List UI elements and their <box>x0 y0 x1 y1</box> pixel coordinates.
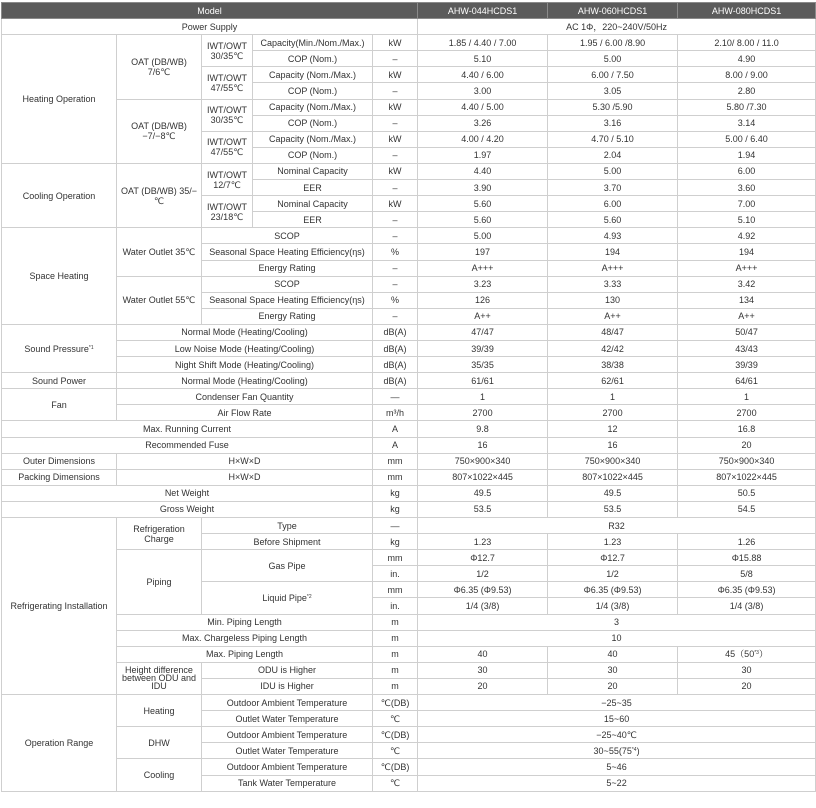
value-cell: 42/42 <box>548 340 678 356</box>
table-row <box>2 501 816 517</box>
value-cell: 30 <box>418 662 548 678</box>
unit-cell: – <box>373 260 418 276</box>
table-row <box>2 485 816 501</box>
item-label: H×W×D <box>117 469 373 485</box>
value-cell: 807×1022×445 <box>418 469 548 485</box>
value-text: 45（50 <box>725 649 755 660</box>
model-name: AHW-060HCDS1 <box>548 3 678 19</box>
item-label: COP (Nom.) <box>253 147 373 163</box>
value-cell: 5.00 <box>548 51 678 67</box>
value-cell: 4.40 / 6.00 <box>418 67 548 83</box>
value-cell: 39/39 <box>678 357 816 373</box>
item-label: Recommended Fuse <box>2 437 373 453</box>
value-cell: 1 <box>418 389 548 405</box>
item-label: Low Noise Mode (Heating/Cooling) <box>117 340 373 356</box>
value-cell: 4.00 / 4.20 <box>418 131 548 147</box>
value-cell: 49.5 <box>548 485 678 501</box>
iwt-label: IWT/OWT 30/35℃ <box>202 35 253 67</box>
value-cell: 807×1022×445 <box>678 469 816 485</box>
value-cell: 5.00 <box>418 228 548 244</box>
header-row <box>2 3 816 19</box>
spec-sheet <box>0 2 816 808</box>
value-cell: 134 <box>678 292 816 308</box>
fan-label: Fan <box>2 389 117 421</box>
item-label: Max. Piping Length <box>117 646 373 662</box>
unit-cell: dB(A) <box>373 373 418 389</box>
table-row <box>2 662 816 678</box>
value-cell: 16 <box>548 437 678 453</box>
value-cell: 2700 <box>418 405 548 421</box>
item-label: Energy Rating <box>202 308 373 324</box>
item-label: COP (Nom.) <box>253 83 373 99</box>
unit-cell: m <box>373 630 418 646</box>
item-label: ODU is Higher <box>202 662 373 678</box>
item-label: Outlet Water Temperature <box>202 743 373 759</box>
value-cell: 5.60 <box>418 196 548 212</box>
unit-cell: kW <box>373 196 418 212</box>
value-cell: 750×900×340 <box>678 453 816 469</box>
unit-cell: dB(A) <box>373 324 418 340</box>
value-cell: 6.00 / 7.50 <box>548 67 678 83</box>
value-cell: 38/38 <box>548 357 678 373</box>
value-cell: Φ12.7 <box>418 550 548 566</box>
iwt-label: IWT/OWT 30/35℃ <box>202 99 253 131</box>
unit-cell: dB(A) <box>373 340 418 356</box>
value-cell: 1/4 (3/8) <box>548 598 678 614</box>
unit-cell: kg <box>373 501 418 517</box>
value-cell: Φ12.7 <box>548 550 678 566</box>
water-outlet-label: Water Outlet 55℃ <box>117 276 202 324</box>
table-row <box>2 469 816 485</box>
value-cell: A++ <box>548 308 678 324</box>
value-text: ) <box>636 745 640 756</box>
value-cell: 3.60 <box>678 180 816 196</box>
value-cell: 6.00 <box>548 196 678 212</box>
iwt-label: IWT/OWT 12/7℃ <box>202 163 253 195</box>
table-row <box>2 421 816 437</box>
iwt-label: IWT/OWT 23/18℃ <box>202 196 253 228</box>
value-cell: R32 <box>418 518 816 534</box>
refrigeration-charge-label: Refrigeration Charge <box>117 518 202 550</box>
value-cell: 5~46 <box>418 759 816 775</box>
value-cell: 8.00 / 9.00 <box>678 67 816 83</box>
value-cell: 5.10 <box>418 51 548 67</box>
model-name: AHW-044HCDS1 <box>418 3 548 19</box>
value-cell: 20 <box>678 437 816 453</box>
oat-label: OAT (DB/WB) −7/−8℃ <box>117 99 202 163</box>
item-label: EER <box>253 180 373 196</box>
table-row <box>2 453 816 469</box>
value-cell: 62/61 <box>548 373 678 389</box>
value-cell: 5.80 /7.30 <box>678 99 816 115</box>
model-name: AHW-080HCDS1 <box>678 3 816 19</box>
value-cell: 5.10 <box>678 212 816 228</box>
item-label: Seasonal Space Heating Efficiency(ηs) <box>202 292 373 308</box>
value-cell: 50/47 <box>678 324 816 340</box>
item-label: Max. Chargeless Piping Length <box>117 630 373 646</box>
value-cell: 20 <box>678 678 816 694</box>
item-label: Type <box>202 518 373 534</box>
value-cell: 126 <box>418 292 548 308</box>
refrigerating-installation-label: Refrigerating Installation <box>2 518 117 695</box>
unit-cell: kW <box>373 67 418 83</box>
value-cell: 194 <box>548 244 678 260</box>
unit-cell: – <box>373 228 418 244</box>
table-row <box>2 759 816 775</box>
value-cell: 35/35 <box>418 357 548 373</box>
item-label: Normal Mode (Heating/Cooling) <box>117 373 373 389</box>
unit-cell: in. <box>373 566 418 582</box>
table-row <box>2 389 816 405</box>
footnote-mark: *3 <box>754 650 759 657</box>
unit-cell: mm <box>373 453 418 469</box>
item-label: Min. Piping Length <box>117 614 373 630</box>
value-cell: 30 <box>548 662 678 678</box>
value-cell: 1.23 <box>548 534 678 550</box>
unit-cell: m³/h <box>373 405 418 421</box>
table-row <box>2 373 816 389</box>
item-label: COP (Nom.) <box>253 51 373 67</box>
footnote-mark: *1 <box>88 344 94 351</box>
item-label: Outlet Water Temperature <box>202 711 373 727</box>
unit-cell: – <box>373 180 418 196</box>
value-cell: A+++ <box>678 260 816 276</box>
value-cell: 9.8 <box>418 421 548 437</box>
value-cell: Φ6.35 (Φ9.53) <box>548 582 678 598</box>
sound-pressure-label <box>2 324 117 372</box>
item-label: Net Weight <box>2 485 373 501</box>
value-cell: 1.94 <box>678 147 816 163</box>
unit-cell: m <box>373 646 418 662</box>
value-cell: 4.93 <box>548 228 678 244</box>
value-cell: 1.85 / 4.40 / 7.00 <box>418 35 548 51</box>
value-cell: 1/2 <box>548 566 678 582</box>
unit-cell: % <box>373 244 418 260</box>
value-cell: 4.40 / 5.00 <box>418 99 548 115</box>
unit-cell: – <box>373 83 418 99</box>
oat-label: OAT (DB/WB) 7/6℃ <box>117 35 202 99</box>
item-label: COP (Nom.) <box>253 115 373 131</box>
item-label: Outdoor Ambient Temperature <box>202 727 373 743</box>
value-cell: 3.16 <box>548 115 678 131</box>
model-header: Model <box>2 3 418 19</box>
power-supply-row <box>2 19 816 35</box>
value-cell: 3.33 <box>548 276 678 292</box>
value-cell: 15~60 <box>418 711 816 727</box>
value-cell: 1.95 / 6.00 /8.90 <box>548 35 678 51</box>
table-row <box>2 630 816 646</box>
gas-pipe-label: Gas Pipe <box>202 550 373 582</box>
value-text: 30~55(75 <box>593 745 632 756</box>
value-cell: Φ6.35 (Φ9.53) <box>678 582 816 598</box>
value-cell: 3.00 <box>418 83 548 99</box>
value-cell: 2.80 <box>678 83 816 99</box>
unit-cell: – <box>373 276 418 292</box>
unit-cell: kg <box>373 534 418 550</box>
value-cell: 43/43 <box>678 340 816 356</box>
item-label: Night Shift Mode (Heating/Cooling) <box>117 357 373 373</box>
unit-cell: – <box>373 212 418 228</box>
table-row <box>2 99 816 115</box>
value-cell: Φ6.35 (Φ9.53) <box>418 582 548 598</box>
footnote-mark: *4 <box>631 746 637 753</box>
unit-cell: – <box>373 308 418 324</box>
item-label: Condenser Fan Quantity <box>117 389 373 405</box>
value-cell: 7.00 <box>678 196 816 212</box>
packing-dimensions-label: Packing Dimensions <box>2 469 117 485</box>
heating-operation-label: Heating Operation <box>2 35 117 164</box>
unit-cell: A <box>373 421 418 437</box>
power-supply-label: Power Supply <box>2 19 418 35</box>
value-cell: 4.70 / 5.10 <box>548 131 678 147</box>
unit-cell: dB(A) <box>373 357 418 373</box>
value-cell: 2700 <box>548 405 678 421</box>
value-cell: 53.5 <box>418 501 548 517</box>
unit-cell: – <box>373 115 418 131</box>
value-cell: 61/61 <box>418 373 548 389</box>
item-label: Energy Rating <box>202 260 373 276</box>
item-label: Max. Running Current <box>2 421 373 437</box>
unit-cell: m <box>373 678 418 694</box>
value-cell: 2.10/ 8.00 / 11.0 <box>678 35 816 51</box>
piping-label: Piping <box>117 550 202 614</box>
value-cell: 3.70 <box>548 180 678 196</box>
value-cell: 130 <box>548 292 678 308</box>
unit-cell: ℃ <box>373 711 418 727</box>
unit-cell: kW <box>373 131 418 147</box>
value-cell: 4.90 <box>678 51 816 67</box>
operation-range-label: Operation Range <box>2 695 117 792</box>
value-cell: −25~40℃ <box>418 727 816 743</box>
table-row <box>2 163 816 179</box>
item-label: Gross Weight <box>2 501 373 517</box>
iwt-label: IWT/OWT 47/55℃ <box>202 131 253 163</box>
unit-cell: ℃(DB) <box>373 695 418 711</box>
value-cell: 5/8 <box>678 566 816 582</box>
value-cell: A+++ <box>548 260 678 276</box>
unit-cell: kW <box>373 99 418 115</box>
value-cell: −25~35 <box>418 695 816 711</box>
unit-cell: — <box>373 518 418 534</box>
value-cell: 2.04 <box>548 147 678 163</box>
unit-cell: m <box>373 614 418 630</box>
value-cell: 1/4 (3/8) <box>418 598 548 614</box>
item-label: Capacity (Nom./Max.) <box>253 67 373 83</box>
value-cell: 4.92 <box>678 228 816 244</box>
value-cell: 5.60 <box>418 212 548 228</box>
unit-cell: ℃ <box>373 775 418 791</box>
table-row <box>2 340 816 356</box>
outer-dimensions-label: Outer Dimensions <box>2 453 117 469</box>
item-label: Nominal Capacity <box>253 196 373 212</box>
value-cell: 50.5 <box>678 485 816 501</box>
value-cell: 3.14 <box>678 115 816 131</box>
value-cell <box>418 743 816 759</box>
table-row <box>2 695 816 711</box>
item-label: SCOP <box>202 276 373 292</box>
table-row <box>2 405 816 421</box>
value-cell: 807×1022×445 <box>548 469 678 485</box>
unit-cell: ℃(DB) <box>373 727 418 743</box>
unit-cell: kg <box>373 485 418 501</box>
value-cell: 5.00 <box>548 163 678 179</box>
heating-range-label: Heating <box>117 695 202 727</box>
height-difference-label: Height difference between ODU and IDU <box>117 662 202 694</box>
value-cell: 3 <box>418 614 816 630</box>
value-cell: 4.40 <box>418 163 548 179</box>
value-cell: 48/47 <box>548 324 678 340</box>
value-cell: 3.05 <box>548 83 678 99</box>
dhw-range-label: DHW <box>117 727 202 759</box>
cooling-operation-label: Cooling Operation <box>2 163 117 227</box>
item-label: H×W×D <box>117 453 373 469</box>
unit-cell: ℃ <box>373 743 418 759</box>
table-row <box>2 357 816 373</box>
unit-cell: kW <box>373 163 418 179</box>
power-supply-value: AC 1Φ，220~240V/50Hz <box>418 19 816 35</box>
value-cell: A++ <box>418 308 548 324</box>
value-cell: 16 <box>418 437 548 453</box>
item-label: Outdoor Ambient Temperature <box>202 695 373 711</box>
unit-cell: – <box>373 51 418 67</box>
value-cell: 194 <box>678 244 816 260</box>
item-label: Nominal Capacity <box>253 163 373 179</box>
value-cell: 53.5 <box>548 501 678 517</box>
value-cell: 3.42 <box>678 276 816 292</box>
item-label: Capacity(Min./Nom./Max.) <box>253 35 373 51</box>
cooling-range-label: Cooling <box>117 759 202 791</box>
item-label: Seasonal Space Heating Efficiency(ηs) <box>202 244 373 260</box>
value-cell: 47/47 <box>418 324 548 340</box>
sound-pressure-title: Sound Pressure <box>24 343 89 354</box>
value-cell: 16.8 <box>678 421 816 437</box>
item-label: Air Flow Rate <box>117 405 373 421</box>
table-row <box>2 228 816 244</box>
value-text: ） <box>758 649 768 660</box>
value-cell: 197 <box>418 244 548 260</box>
table-row <box>2 646 816 662</box>
footnote-mark: *2 <box>306 593 312 600</box>
unit-cell: kW <box>373 35 418 51</box>
item-label: SCOP <box>202 228 373 244</box>
space-heating-label: Space Heating <box>2 228 117 325</box>
value-cell: 20 <box>548 678 678 694</box>
item-label: Tank Water Temperature <box>202 775 373 791</box>
value-cell: 54.5 <box>678 501 816 517</box>
value-cell: 750×900×340 <box>418 453 548 469</box>
water-outlet-label: Water Outlet 35℃ <box>117 228 202 276</box>
value-cell: 40 <box>548 646 678 662</box>
unit-cell: mm <box>373 582 418 598</box>
value-cell: 6.00 <box>678 163 816 179</box>
unit-cell: in. <box>373 598 418 614</box>
unit-cell: A <box>373 437 418 453</box>
value-cell: 10 <box>418 630 816 646</box>
value-cell: 1/4 (3/8) <box>678 598 816 614</box>
value-cell: A++ <box>678 308 816 324</box>
value-cell: 3.90 <box>418 180 548 196</box>
unit-cell: % <box>373 292 418 308</box>
item-label: IDU is Higher <box>202 678 373 694</box>
value-cell: 1 <box>678 389 816 405</box>
table-row <box>2 324 816 340</box>
value-cell: 40 <box>418 646 548 662</box>
value-cell: 49.5 <box>418 485 548 501</box>
value-cell: 5~22 <box>418 775 816 791</box>
value-cell: 1.26 <box>678 534 816 550</box>
value-cell: 12 <box>548 421 678 437</box>
sound-power-label: Sound Power <box>2 373 117 389</box>
item-label: EER <box>253 212 373 228</box>
item-label: Capacity (Nom./Max.) <box>253 99 373 115</box>
unit-cell: mm <box>373 469 418 485</box>
value-cell: 1.23 <box>418 534 548 550</box>
oat-label: OAT (DB/WB) 35/−℃ <box>117 163 202 227</box>
value-cell: 5.60 <box>548 212 678 228</box>
value-cell: 30 <box>678 662 816 678</box>
table-row <box>2 614 816 630</box>
liquid-pipe-title: Liquid Pipe <box>262 592 307 603</box>
spec-table <box>1 2 816 792</box>
table-row <box>2 518 816 534</box>
value-cell: 20 <box>418 678 548 694</box>
table-row <box>2 35 816 51</box>
value-cell: 3.23 <box>418 276 548 292</box>
table-row <box>2 550 816 566</box>
unit-cell: – <box>373 147 418 163</box>
table-row <box>2 727 816 743</box>
value-cell: 64/61 <box>678 373 816 389</box>
unit-cell: mm <box>373 550 418 566</box>
unit-cell: ℃(DB) <box>373 759 418 775</box>
table-row <box>2 437 816 453</box>
item-label: Normal Mode (Heating/Cooling) <box>117 324 373 340</box>
liquid-pipe-label <box>202 582 373 614</box>
value-cell: A+++ <box>418 260 548 276</box>
table-row <box>2 276 816 292</box>
value-cell: 1.97 <box>418 147 548 163</box>
value-cell: 3.26 <box>418 115 548 131</box>
unit-cell: — <box>373 389 418 405</box>
value-cell: 750×900×340 <box>548 453 678 469</box>
unit-cell: m <box>373 662 418 678</box>
item-label: Outdoor Ambient Temperature <box>202 759 373 775</box>
item-label: Before Shipment <box>202 534 373 550</box>
item-label: Capacity (Nom./Max.) <box>253 131 373 147</box>
value-cell: 5.00 / 6.40 <box>678 131 816 147</box>
iwt-label: IWT/OWT 47/55℃ <box>202 67 253 99</box>
value-cell: 1 <box>548 389 678 405</box>
value-cell: Φ15.88 <box>678 550 816 566</box>
value-cell <box>678 646 816 662</box>
value-cell: 1/2 <box>418 566 548 582</box>
value-cell: 39/39 <box>418 340 548 356</box>
value-cell: 5.30 /5.90 <box>548 99 678 115</box>
value-cell: 2700 <box>678 405 816 421</box>
